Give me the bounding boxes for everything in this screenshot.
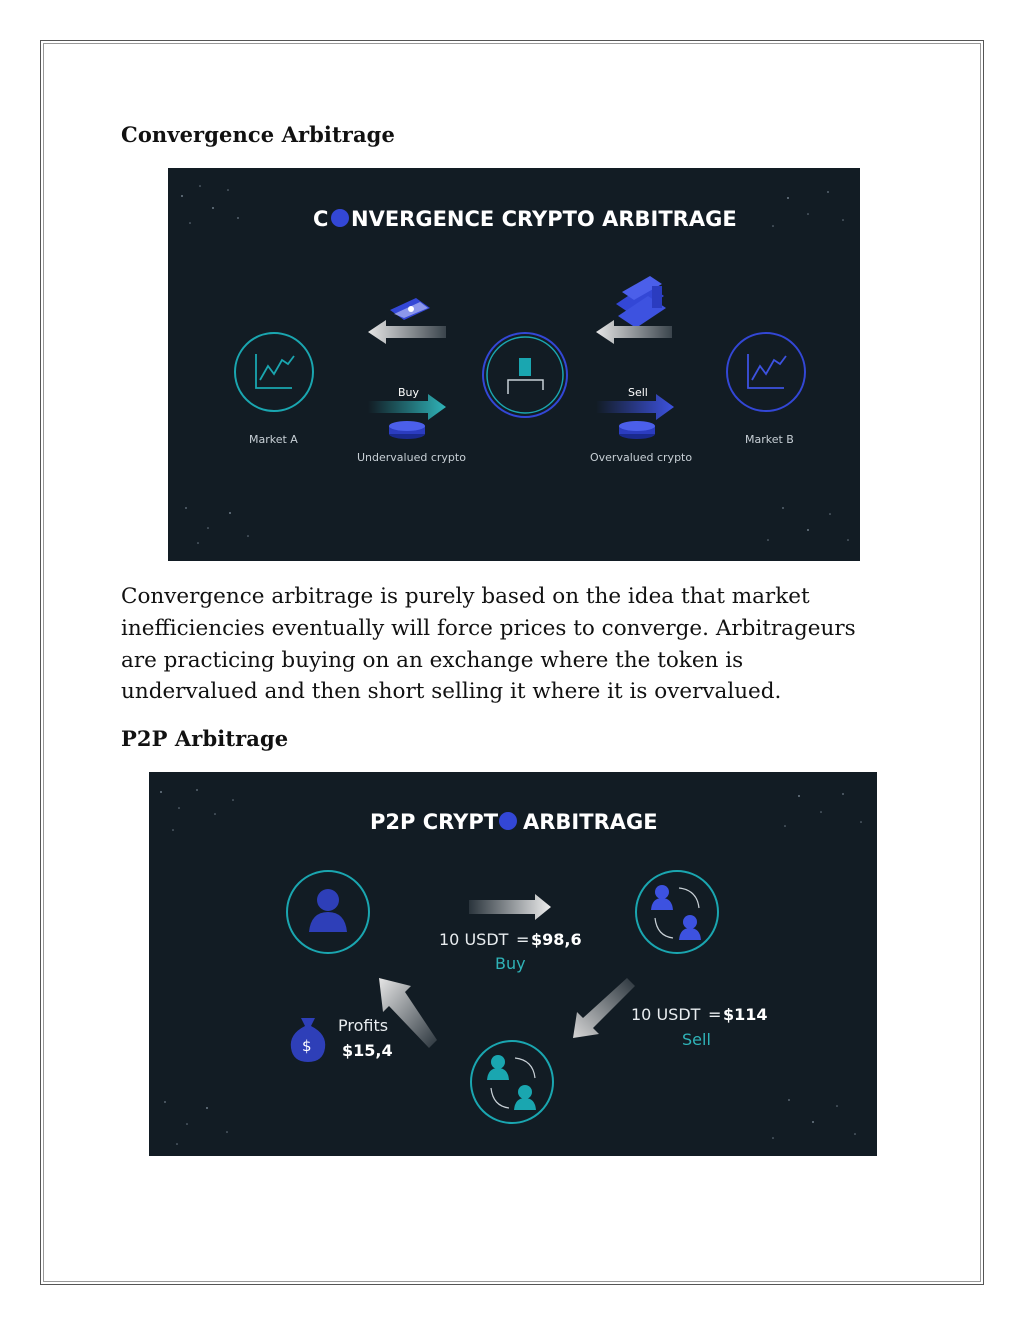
convergence-arbitrage-figure bbox=[168, 168, 860, 561]
buy-price: $98,6 bbox=[531, 930, 582, 949]
profits-label: Profits bbox=[338, 1016, 389, 1035]
sell-price: $114 bbox=[723, 1005, 768, 1024]
dollar-sign: $ bbox=[302, 1037, 312, 1055]
section-heading-convergence: Convergence Arbitrage bbox=[121, 122, 395, 147]
title-o-dot-icon bbox=[499, 812, 517, 830]
buy-equals: = bbox=[516, 930, 530, 949]
buy-amount: 10 USDT bbox=[439, 930, 509, 949]
arrow-right-icon bbox=[469, 894, 551, 920]
paragraph-line: undervalued and then short selling it where it is overvalued. bbox=[121, 679, 782, 705]
convergence-diagram bbox=[168, 168, 860, 561]
overvalued-label: Overvalued crypto bbox=[590, 451, 693, 464]
convergence-paragraph bbox=[121, 581, 901, 708]
market-b-circle bbox=[727, 333, 805, 411]
users-exchange-icon bbox=[651, 885, 701, 940]
p2p-arbitrage-figure bbox=[149, 772, 877, 1156]
section-heading-p2p: P2P Arbitrage bbox=[121, 726, 289, 751]
buy-label: Buy bbox=[398, 386, 420, 399]
sell-label: Sell bbox=[682, 1030, 711, 1049]
users-exchange-icon bbox=[487, 1055, 536, 1110]
sell-amount: 10 USDT bbox=[631, 1005, 701, 1024]
title-o-dot-icon bbox=[331, 209, 349, 227]
profits-value: $15,4 bbox=[342, 1041, 393, 1060]
figure1-title-c: C bbox=[313, 207, 329, 231]
figure1-title-rest: NVERGENCE CRYPTO ARBITRAGE bbox=[351, 207, 737, 231]
figure2-title-part1: P2P CRYPT bbox=[370, 810, 499, 834]
sell-label: Sell bbox=[628, 386, 648, 399]
paragraph-line: Convergence arbitrage is purely based on the idea that market bbox=[121, 584, 810, 609]
arrow-up-left-icon bbox=[379, 978, 437, 1048]
market-a-label: Market A bbox=[249, 433, 298, 446]
figure2-title-part2: ARBITRAGE bbox=[523, 810, 658, 834]
money-stack-icon bbox=[616, 276, 666, 328]
p2p-diagram bbox=[149, 772, 877, 1156]
users-exchange-circle bbox=[471, 1041, 553, 1123]
chart-icon bbox=[748, 354, 786, 388]
scale-icon bbox=[508, 358, 543, 394]
chart-icon bbox=[256, 354, 294, 388]
coin-stack-icon bbox=[389, 421, 425, 439]
coin-stack-icon bbox=[619, 421, 655, 439]
undervalued-label: Undervalued crypto bbox=[357, 451, 466, 464]
market-b-label: Market B bbox=[745, 433, 794, 446]
paragraph-line: inefficiencies eventually will force prices to converge. Arbitrageurs bbox=[121, 615, 856, 641]
arrow-left-icon bbox=[368, 320, 446, 344]
arrow-down-left-icon bbox=[573, 978, 635, 1038]
paragraph-line: are practicing buying on an exchange where the token is bbox=[121, 647, 744, 673]
money-stack-icon bbox=[390, 298, 430, 320]
user-icon bbox=[309, 889, 347, 932]
market-a-circle bbox=[235, 333, 313, 411]
sell-equals: = bbox=[708, 1005, 722, 1024]
users-exchange-circle bbox=[636, 871, 718, 953]
buy-label: Buy bbox=[495, 954, 526, 973]
money-bag-icon bbox=[291, 1018, 325, 1062]
